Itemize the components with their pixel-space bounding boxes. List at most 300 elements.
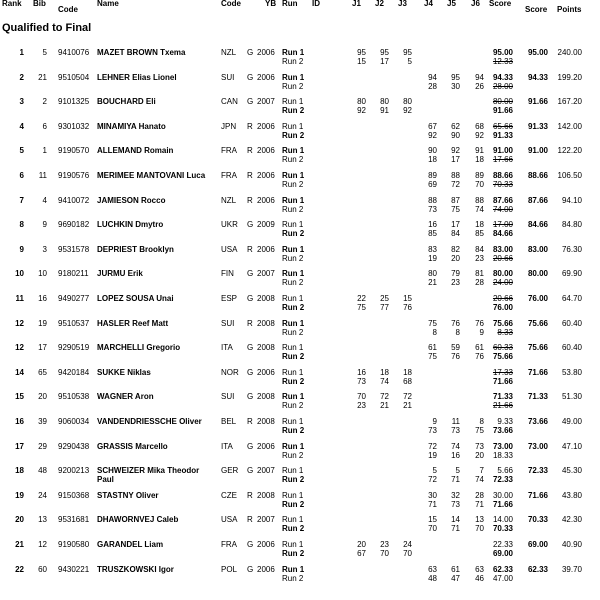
points-cell: 84.80 [561,220,582,230]
gender-cell: R [247,171,253,180]
judge-score: 15 [403,294,412,303]
judge-score: 92 [451,146,460,156]
judge-score: 90 [451,130,460,140]
judge-score: 16 [428,220,437,230]
run-score: 75.66 [492,352,513,362]
run-score: 76.00 [492,303,513,312]
rank-cell: 8 [19,220,24,230]
best-score: 71.33 [527,392,548,402]
best-score: 69.00 [527,540,548,549]
best-score: 88.66 [527,171,548,180]
gender-cell: G [247,540,254,549]
gender-cell: R [247,244,253,254]
run-label: Run 1 [282,220,304,230]
run-score: 60.33 [492,343,513,353]
header-bib: Bib [33,0,46,8]
fis-code-cell: 9150368 [58,490,90,500]
judge-score: 70 [475,524,484,534]
run-score: 17.66 [492,155,513,165]
run-label: Run 2 [282,303,305,312]
run-label: Run 1 [282,195,305,205]
judge-score: 68 [403,376,412,386]
gender-cell: R [247,490,253,500]
judge-score: 76 [475,318,484,328]
gender-cell: G [247,564,254,574]
run-label: Run 2 [282,253,304,263]
fis-code-cell: 9301032 [58,121,90,131]
judge-score: 16 [451,450,460,460]
yb-cell: 2008 [257,490,275,500]
table-row [0,343,600,367]
points-cell: 122.20 [557,146,582,156]
judge-score: 94 [428,72,437,82]
run-label: Run 2 [282,155,304,165]
yb-cell: 2006 [257,540,275,549]
nation-cell: FRA [221,540,237,549]
table-row [0,122,600,146]
run-score: 14.00 [492,515,513,525]
judge-score: 18 [403,367,412,377]
judge-score: 23 [475,253,484,263]
judge-score: 28 [475,490,484,500]
judge-score: 18 [475,220,484,230]
athlete-name: DEPRIEST Brooklyn [97,244,174,254]
header-nsa-code: Code [221,0,241,8]
judge-score: 32 [451,490,460,500]
judge-score: 30 [451,81,460,91]
gender-cell: G [247,343,254,353]
nation-cell: SUI [221,392,235,402]
run-score: 74.00 [492,204,513,214]
rank-cell: 10 [15,269,24,279]
judge-score: 69 [428,180,437,189]
points-cell: 39.70 [561,564,582,574]
yb-cell: 2007 [257,466,275,476]
judge-score: 70 [380,549,389,558]
nation-cell: BEL [221,417,237,426]
athlete-name: VANDENDRIESSCHE Oliver [97,417,202,426]
run-label: Run 1 [282,244,305,254]
rank-cell: 11 [15,294,24,303]
nation-cell: GER [221,466,239,476]
points-cell: 60.40 [561,343,582,353]
judge-score: 74 [451,441,460,451]
run-score: 75.66 [492,318,513,328]
judge-score: 21 [428,278,437,288]
header-points: Points [557,5,582,14]
fis-code-cell: 9190576 [58,171,90,180]
judge-score: 70 [428,524,437,534]
judge-score: 18 [380,367,389,377]
yb-cell: 2006 [257,171,275,180]
rank-cell: 22 [15,564,24,574]
judge-score: 47 [451,573,460,583]
table-row [0,491,600,515]
run-label: Run 1 [282,490,304,500]
athlete-name: LUCHKIN Dmytro [97,220,164,230]
points-cell: 53.80 [561,367,582,377]
points-cell: 64.70 [561,294,582,303]
run-score: 73.00 [492,441,513,451]
run-score: 87.66 [492,195,513,205]
gender-cell: R [247,195,253,205]
table-row [0,269,600,293]
athlete-name: DHAWORNVEJ Caleb [97,515,179,525]
judge-score: 11 [451,417,460,426]
best-score: 73.00 [527,441,548,451]
judge-score: 84 [451,229,460,239]
judge-score: 73 [357,376,366,386]
run-score: 91.33 [492,130,513,140]
yb-cell: 2006 [257,121,275,131]
judge-score: 20 [475,450,484,460]
judge-score: 28 [428,81,437,91]
header-score: Score [489,0,512,8]
gender-cell: R [247,417,253,426]
judge-score: 20 [357,540,366,549]
athlete-name: ALLEMAND Romain [97,146,174,156]
nation-cell: CZE [221,490,237,500]
bib-cell: 20 [38,392,47,402]
header-j1: J1 [352,0,361,8]
athlete-name: SUKKE Niklas [97,367,151,377]
judge-score: 94 [475,72,484,82]
nation-cell: JPN [221,121,237,131]
judge-score: 73 [451,499,460,509]
points-cell: 40.90 [561,540,582,549]
run-label: Run 2 [282,401,304,411]
best-score: 76.00 [527,294,548,303]
table-row [0,196,600,220]
run-label: Run 1 [282,466,304,476]
run-label: Run 1 [282,171,305,180]
run-label: Run 1 [282,392,305,402]
fis-code-cell: 9690182 [58,220,90,230]
run-score: 80.00 [492,269,513,279]
judge-score: 21 [403,401,412,411]
run-score: 62.33 [492,564,513,574]
judge-score: 18 [428,155,437,165]
rank-cell: 2 [19,72,24,82]
yb-cell: 2007 [257,97,275,107]
yb-cell: 2009 [257,220,275,230]
fis-code-cell: 9190570 [58,146,90,156]
bib-cell: 60 [38,564,47,574]
bib-cell: 48 [38,466,47,476]
rank-cell: 7 [19,195,24,205]
run-score: 5.66 [497,466,513,476]
nation-cell: UKR [221,220,238,230]
best-score: 87.66 [527,195,548,205]
header-yb: YB [265,0,277,8]
run-score: 9.33 [497,417,513,426]
header-j2: J2 [375,0,384,8]
gender-cell: G [247,48,254,57]
points-cell: 51.30 [561,392,582,402]
yb-cell: 2008 [257,294,275,303]
judge-score: 23 [380,540,389,549]
rank-cell: 12 [15,318,24,328]
run-score: 30.00 [492,490,513,500]
run-score: 91.00 [492,146,513,156]
judge-score: 91 [380,106,389,116]
nation-cell: USA [221,515,238,525]
yb-cell: 2006 [257,244,275,254]
run-score: 28.00 [492,81,513,91]
points-cell: 94.10 [561,195,582,205]
run-label: Run 1 [282,515,304,525]
yb-cell: 2008 [257,417,275,426]
rank-cell: 15 [15,392,24,402]
points-cell: 167.20 [557,97,582,107]
table-row [0,245,600,269]
fis-code-cell: 9410072 [58,195,90,205]
run-score: 91.66 [492,106,513,116]
judge-score: 70 [357,392,366,402]
table-row [0,368,600,392]
judge-score: 67 [428,121,437,131]
judge-score: 73 [428,204,437,214]
judge-score: 95 [403,48,412,57]
fis-code-cell: 9410076 [58,48,90,57]
run-score: 95.00 [492,48,513,57]
run-label: Run 1 [282,72,305,82]
table-row [0,515,600,539]
nation-cell: FRA [221,171,237,180]
yb-cell: 2006 [257,195,275,205]
judge-score: 61 [428,343,437,353]
nation-cell: SUI [221,72,235,82]
judge-score: 88 [475,195,484,205]
judge-score: 89 [428,171,437,180]
best-score: 83.00 [527,244,548,254]
rank-cell: 21 [15,540,24,549]
header-fis-code: Code [58,5,78,14]
run-label: Run 2 [282,81,304,91]
table-row [0,97,600,121]
bib-cell: 17 [38,343,47,353]
run-score: 88.66 [492,171,513,180]
fis-code-cell: 9190580 [58,540,90,549]
judge-score: 76 [403,303,412,312]
table-header [0,0,600,14]
nation-cell: FIN [221,269,234,279]
nation-cell: POL [221,564,238,574]
judge-score: 7 [479,466,484,476]
run-score: 47.00 [492,573,513,583]
judge-score: 73 [428,426,437,435]
judge-score: 21 [380,401,389,411]
yb-cell: 2006 [257,564,275,574]
run-score: 83.00 [492,244,513,254]
nation-cell: NZL [221,195,237,205]
judge-score: 92 [475,130,484,140]
run-label: Run 2 [282,524,305,534]
best-score: 95.00 [527,48,548,57]
rank-cell: 18 [15,466,24,476]
rank-cell: 6 [19,171,24,180]
table-row [0,73,600,97]
bib-cell: 5 [42,48,47,57]
judge-score: 5 [455,466,460,476]
judge-score: 26 [475,81,484,91]
header-best-score: Score [525,5,548,14]
bib-cell: 16 [38,294,47,303]
yb-cell: 2006 [257,72,275,82]
header-rank: Rank [2,0,22,8]
bib-cell: 29 [38,441,47,451]
yb-cell: 2007 [257,515,275,525]
table-row [0,220,600,244]
header-run: Run [282,0,298,8]
judge-score: 92 [428,130,437,140]
run-score: 17.33 [492,367,513,377]
judge-score: 70 [403,549,412,558]
fis-code-cell: 9531578 [58,244,90,254]
judge-score: 84 [475,244,484,254]
rank-cell: 1 [19,48,24,57]
athlete-name: JAMIESON Rocco [97,195,166,205]
judge-score: 72 [428,441,437,451]
judge-score: 30 [428,490,437,500]
gender-cell: G [247,97,254,107]
run-label: Run 1 [282,343,304,353]
run-label: Run 1 [282,318,305,328]
run-score: 17.00 [492,220,513,230]
run-label: Run 2 [282,204,304,214]
table-row [0,466,600,490]
run-score: 80.00 [492,97,513,107]
judge-score: 74 [475,475,484,485]
rank-cell: 19 [15,490,24,500]
fis-code-cell: 9531681 [58,515,90,525]
fis-code-cell: 9060034 [58,417,90,426]
rank-cell: 12 [15,343,24,353]
header-run-id: ID [312,0,320,8]
fis-code-cell: 9200213 [58,466,90,476]
judge-score: 17 [380,57,389,66]
athlete-name: GRASSIS Marcello [97,441,168,451]
fis-code-cell: 9290438 [58,441,90,451]
bib-cell: 9 [42,220,47,230]
bib-cell: 10 [38,269,47,279]
bib-cell: 13 [38,515,47,525]
nation-cell: ESP [221,294,238,303]
judge-score: 95 [380,48,389,57]
judge-score: 72 [428,475,437,485]
run-label: Run 2 [282,180,304,189]
judge-score: 25 [380,294,389,303]
athlete-name: TRUSZKOWSKI Igor [97,564,174,574]
bib-cell: 12 [38,540,47,549]
nation-cell: CAN [221,97,238,107]
run-label: Run 1 [282,540,304,549]
header-name: Name [97,0,119,8]
rank-cell: 14 [15,367,24,377]
yb-cell: 2008 [257,343,275,353]
gender-cell: G [247,367,254,377]
points-cell: 47.10 [561,441,582,451]
judge-score: 75 [357,303,366,312]
run-label: Run 2 [282,549,305,558]
run-label: Run 2 [282,499,305,509]
points-cell: 142.00 [557,121,582,131]
bib-cell: 39 [38,417,47,426]
athlete-name: LOPEZ SOUSA Unai [97,294,174,303]
yb-cell: 2006 [257,48,275,57]
yb-cell: 2008 [257,392,275,402]
judge-score: 8 [479,417,484,426]
rank-cell: 5 [19,146,24,156]
run-score: 20.66 [492,253,513,263]
run-label: Run 2 [282,229,305,239]
judge-score: 46 [475,573,484,583]
judge-score: 71 [451,524,460,534]
judge-score: 15 [428,515,437,525]
judge-score: 70 [475,180,484,189]
points-cell: 45.30 [561,466,582,476]
judge-score: 18 [475,155,484,165]
best-score: 80.00 [527,269,548,279]
table-row [0,417,600,441]
run-label: Run 2 [282,426,305,435]
bib-cell: 21 [38,72,47,82]
judge-score: 81 [475,269,484,279]
fis-code-cell: 9510504 [58,72,90,82]
best-score: 75.66 [527,318,548,328]
gender-cell: G [247,269,254,279]
run-score: 73.66 [492,426,513,435]
run-label: Run 2 [282,130,305,140]
run-score: 24.00 [492,278,513,288]
run-label: Run 1 [282,121,304,131]
run-label: Run 2 [282,352,305,362]
rank-cell: 4 [19,121,24,131]
best-score: 71.66 [527,367,548,377]
gender-cell: R [247,121,253,131]
judge-score: 92 [357,106,366,116]
judge-score: 23 [357,401,366,411]
run-label: Run 1 [282,48,305,57]
athlete-name: WAGNER Aron [97,392,154,402]
gender-cell: R [247,318,253,328]
run-label: Run 2 [282,327,304,337]
run-score: 70.33 [492,180,513,189]
gender-cell: G [247,294,254,303]
bib-cell: 1 [42,146,47,156]
run-score: 65.66 [492,121,513,131]
header-j5: J5 [447,0,456,8]
judge-score: 80 [357,97,366,107]
judge-score: 62 [451,121,460,131]
athlete-name: JURMU Erik [97,269,143,279]
points-cell: 60.40 [561,318,582,328]
judge-score: 59 [451,343,460,353]
run-label: Run 2 [282,376,305,386]
athlete-name: BOUCHARD Eli [97,97,156,107]
table-row [0,171,600,195]
judge-score: 76 [451,352,460,362]
judge-score: 75 [428,318,437,328]
run-label: Run 1 [282,269,305,279]
nation-cell: NOR [221,367,239,377]
fis-code-cell: 9420184 [58,367,90,377]
best-score: 73.66 [527,417,548,426]
judge-score: 68 [475,121,484,131]
athlete-name: GARANDEL Liam [97,540,164,549]
run-score: 70.33 [492,524,513,534]
judge-score: 95 [357,48,366,57]
